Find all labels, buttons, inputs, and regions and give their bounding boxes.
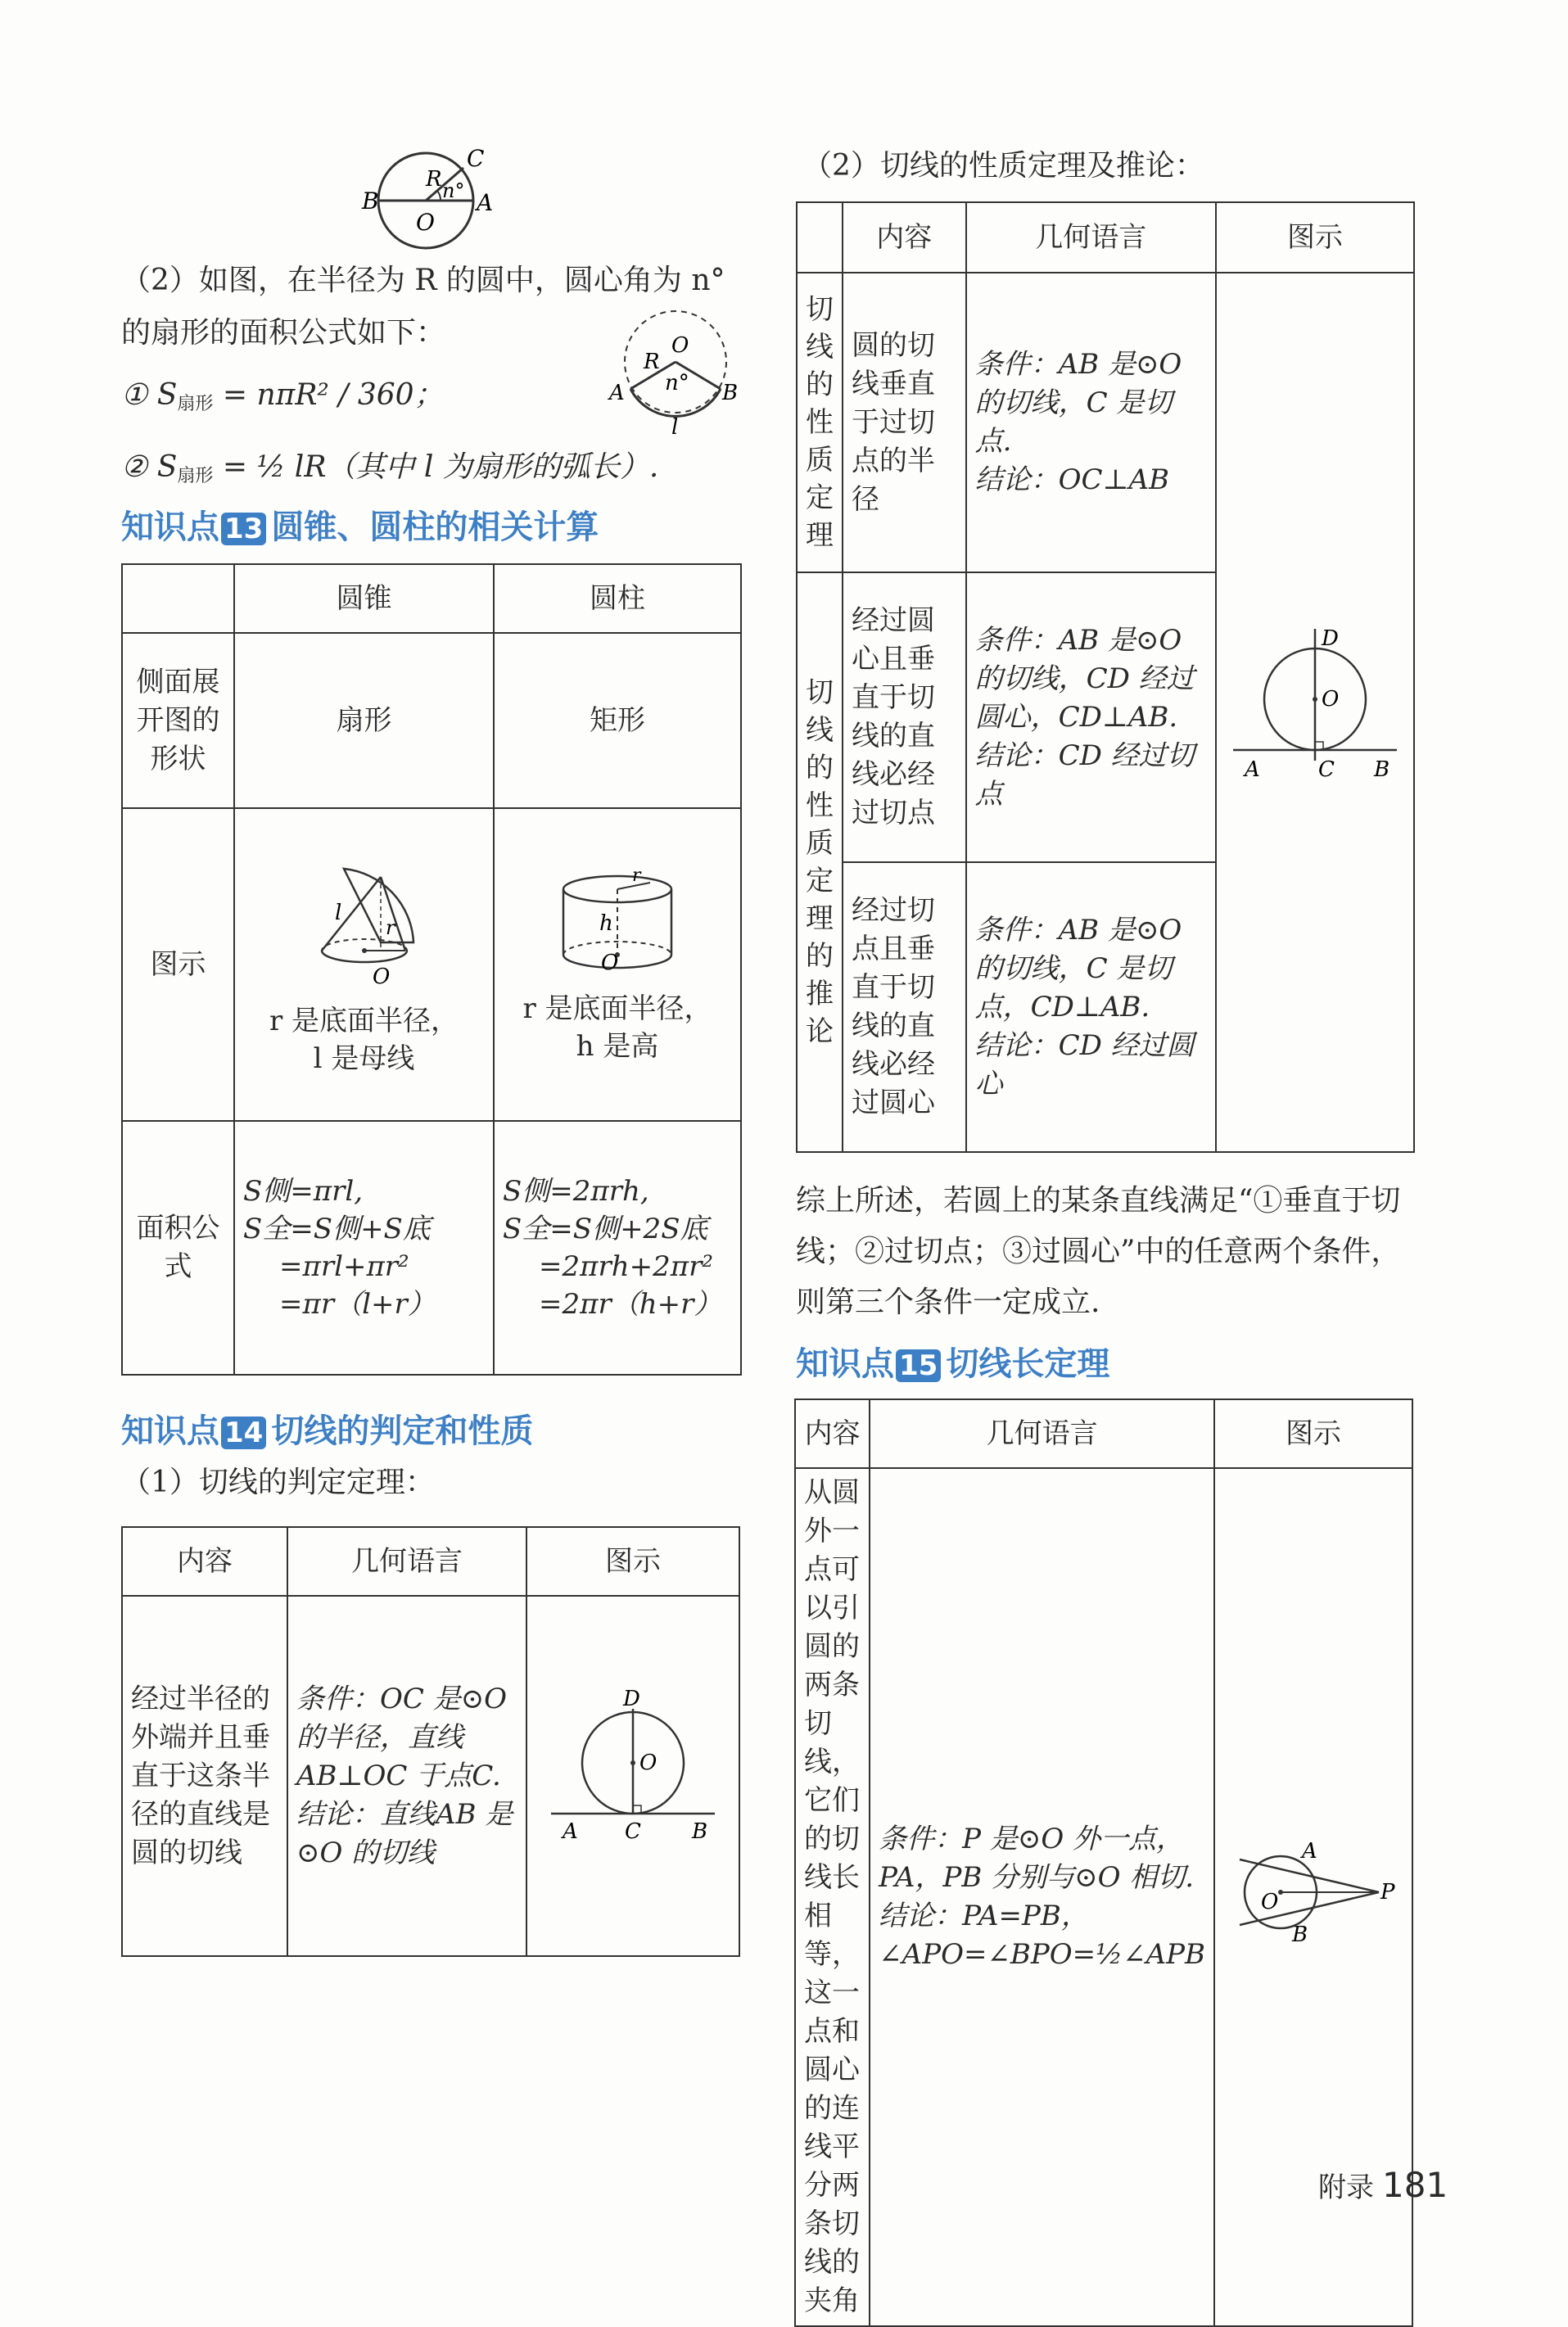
header-figure: 图示 bbox=[1214, 1399, 1412, 1468]
page-footer bbox=[1318, 2165, 1448, 2205]
property-content: 圆的切线垂直于过切点的半径 bbox=[843, 273, 966, 572]
header-blank bbox=[797, 202, 843, 273]
cone-formula-line: S侧=πrl, bbox=[243, 1175, 364, 1208]
tangent-property-table bbox=[796, 201, 1415, 1153]
property-figure-cell bbox=[1216, 273, 1414, 1152]
svg-text:B: B bbox=[722, 381, 739, 405]
header-geo-lang: 几何语言 bbox=[966, 202, 1216, 273]
sector-intro-line1: （2）如图，在半径为 R 的圆中，圆心角为 n° bbox=[121, 264, 725, 297]
page-number: 181 bbox=[1382, 2165, 1448, 2205]
footer-label: 附录 bbox=[1318, 2171, 1374, 2204]
header-figure: 图示 bbox=[526, 1527, 739, 1596]
tangent-figure bbox=[543, 1689, 723, 1853]
tangent-property-figure bbox=[1225, 626, 1405, 789]
svg-text:O: O bbox=[639, 1750, 657, 1775]
svg-text:R: R bbox=[426, 167, 442, 192]
svg-text:r: r bbox=[632, 865, 641, 886]
corollary-2-lang: 条件：AB 是⊙O 的切线，C 是切点，CD⊥AB. 结论：CD 经过圆心 bbox=[966, 862, 1216, 1152]
svg-text:R: R bbox=[644, 350, 660, 374]
svg-text:C: C bbox=[467, 145, 485, 172]
svg-text:n°: n° bbox=[665, 371, 689, 395]
cone-caption: r 是底面半径， l 是母线 bbox=[269, 1004, 459, 1075]
svg-text:O: O bbox=[372, 964, 390, 989]
svg-text:B: B bbox=[1292, 1922, 1308, 1947]
svg-text:A: A bbox=[609, 381, 625, 405]
table-header-cylinder: 圆柱 bbox=[494, 564, 741, 633]
section-14-sub1: （1）切线的判定定理： bbox=[121, 1466, 435, 1499]
cone-unfold-shape: 扇形 bbox=[234, 633, 494, 808]
header-content: 内容 bbox=[122, 1527, 287, 1596]
sector-figure bbox=[606, 303, 745, 442]
vertical-label-theorem: 切线的性质定理 bbox=[797, 273, 843, 572]
corollary-1-content: 经过圆心且垂直于切线的直线必经过切点 bbox=[843, 572, 966, 862]
svg-text:A: A bbox=[1302, 1838, 1317, 1864]
header-figure: 图示 bbox=[1216, 202, 1414, 273]
svg-text:r: r bbox=[385, 915, 395, 939]
svg-text:B: B bbox=[1374, 757, 1390, 782]
tangent-criterion-table bbox=[121, 1526, 740, 1957]
cone-figure-cell bbox=[234, 808, 494, 1121]
svg-text:l: l bbox=[334, 900, 341, 925]
section-14-sub2: （2）切线的性质定理及推论： bbox=[802, 149, 1204, 183]
row-label-unfold: 侧面展开图的形状 bbox=[122, 633, 234, 808]
criterion-content: 经过半径的外端并且垂直于这条半径的直线是圆的切线 bbox=[122, 1596, 287, 1956]
svg-text:n°: n° bbox=[442, 179, 465, 202]
header-geo-lang: 几何语言 bbox=[287, 1527, 526, 1596]
svg-text:D: D bbox=[623, 1688, 640, 1711]
tangent-length-content: 从圆外一点可以引圆的两条切线，它们的切线长相等，这一点和圆心的连线平分两条切线的夹角 bbox=[795, 1468, 870, 2326]
cone-formula-line: =πr（l+r） bbox=[279, 1288, 436, 1321]
svg-text:A: A bbox=[563, 1819, 578, 1844]
cone-figure bbox=[282, 852, 446, 992]
table-header-blank bbox=[122, 564, 234, 633]
svg-text:B: B bbox=[362, 188, 379, 215]
vertical-label-corollary: 切线的性质定理的推论 bbox=[797, 572, 843, 1152]
svg-text:O: O bbox=[1261, 1889, 1279, 1914]
cone-formula-line: =πrl+πr² bbox=[279, 1250, 409, 1283]
svg-text:O: O bbox=[671, 333, 689, 358]
row-label-figure: 图示 bbox=[122, 808, 234, 1121]
header-content: 内容 bbox=[795, 1399, 870, 1468]
circle-angle-figure bbox=[352, 143, 516, 250]
tangent-length-figure bbox=[1223, 1827, 1403, 1958]
svg-text:A: A bbox=[477, 189, 494, 216]
cylinder-caption: r 是底面半径， h 是高 bbox=[522, 992, 712, 1063]
svg-text:A: A bbox=[1245, 757, 1260, 782]
svg-text:D: D bbox=[1322, 626, 1339, 651]
svg-text:O: O bbox=[416, 209, 435, 236]
section-13-heading: 知识点 13 圆锥、圆柱的相关计算 bbox=[121, 508, 599, 546]
header-content: 内容 bbox=[843, 202, 966, 273]
svg-text:h: h bbox=[599, 910, 613, 936]
property-lang: 条件：AB 是⊙O 的切线，C 是切点. 结论：OC⊥AB bbox=[966, 273, 1216, 572]
sector-formula-2: ② $S_{扇形}$ = ½ lR（其中 l 为扇形的弧长）. bbox=[121, 450, 659, 486]
row-label-area: 面积公式 bbox=[122, 1121, 234, 1375]
sector-formula-1: ① $S_{扇形} = n\pi R^2 / 360$； bbox=[121, 378, 444, 414]
svg-text:P: P bbox=[1380, 1879, 1395, 1905]
svg-text:O: O bbox=[601, 950, 619, 975]
header-geo-lang: 几何语言 bbox=[870, 1399, 1214, 1468]
criterion-lang: 条件：OC 是⊙O 的半径，直线AB⊥OC 于点C. 结论：直线AB 是⊙O 的切线 bbox=[287, 1596, 526, 1956]
cyl-formula-line: =2πrh+2πr² bbox=[539, 1250, 713, 1283]
table-header-cone: 圆锥 bbox=[234, 564, 494, 633]
cone-cylinder-table bbox=[121, 563, 742, 1376]
cylinder-figure-cell bbox=[494, 808, 741, 1121]
svg-text:C: C bbox=[1318, 757, 1335, 782]
corollary-2-content: 经过切点且垂直于切线的直线必经过圆心 bbox=[843, 862, 966, 1152]
cyl-formula-line: S全=S侧+2S底 bbox=[503, 1213, 708, 1245]
svg-text:l: l bbox=[671, 415, 679, 440]
section-15-heading: 知识点 15 切线长定理 bbox=[796, 1345, 1110, 1383]
cyl-formula-line: =2πr（h+r） bbox=[539, 1288, 722, 1321]
svg-text:O: O bbox=[1322, 686, 1340, 712]
cone-formula-line: S全=S侧+S底 bbox=[243, 1213, 431, 1245]
cyl-formula-line: S侧=2πrh, bbox=[503, 1175, 649, 1208]
cylinder-figure bbox=[535, 865, 699, 979]
criterion-figure-cell bbox=[526, 1596, 739, 1956]
cylinder-unfold-shape: 矩形 bbox=[494, 633, 741, 808]
corollary-1-lang: 条件：AB 是⊙O 的切线，CD 经过圆心，CD⊥AB. 结论：CD 经过切点 bbox=[966, 572, 1216, 862]
svg-text:B: B bbox=[692, 1819, 708, 1844]
svg-text:C: C bbox=[625, 1819, 641, 1844]
tangent-length-lang: 条件：P 是⊙O 外一点，PA，PB 分别与⊙O 相切. 结论：PA=PB，∠APO=∠BPO=½∠APB bbox=[870, 1468, 1214, 2326]
summary-paragraph: 综上所述，若圆上的某条直线满足“①垂直于切线；②过切点；③过圆心”中的任意两个条件，则第三个条件一定成立. bbox=[796, 1184, 1401, 1319]
section-14-heading: 知识点 14 切线的判定和性质 bbox=[121, 1412, 534, 1450]
cone-area-formula bbox=[234, 1121, 494, 1375]
sector-intro-line2: 的扇形的面积公式如下： bbox=[121, 316, 446, 350]
cylinder-area-formula bbox=[494, 1121, 741, 1375]
